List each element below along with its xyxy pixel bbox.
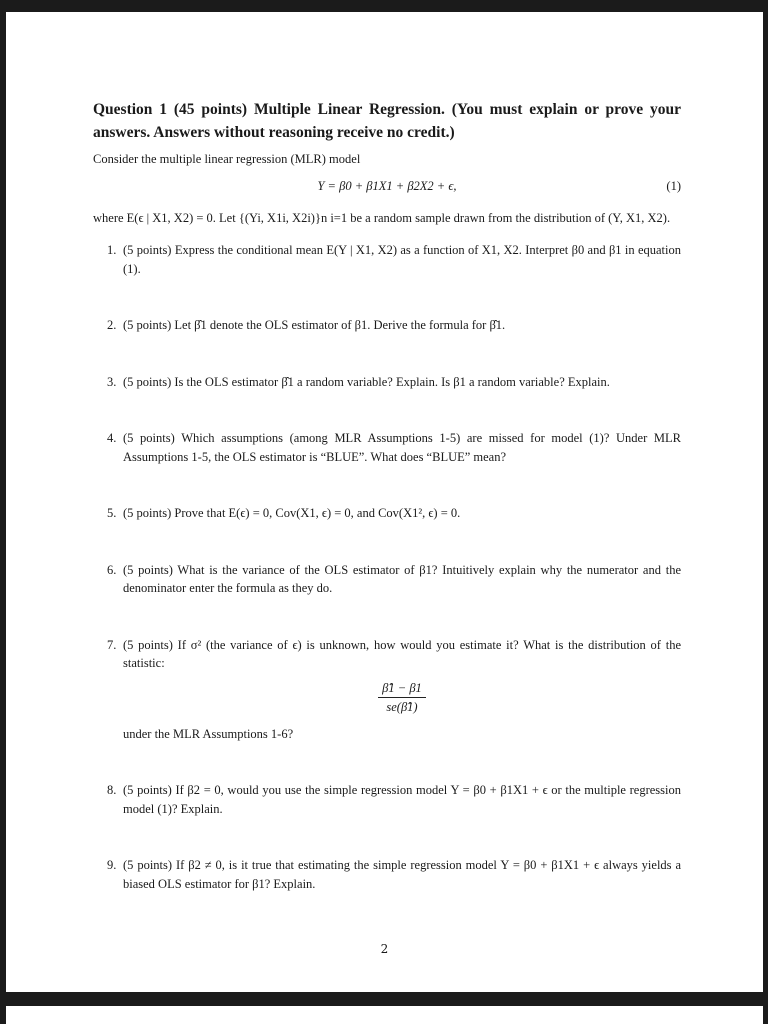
list-item: 7. (5 points) If σ² (the variance of ϵ) is unknown, how would you estimate it? What is the distribution of the statistic: $\frac{\betâ1 - \beta 1}{se(\betâ1)}$ under the MLR Assumptions 1-6? xyxy=(93,636,681,744)
fraction-numerator: β̂1 − β1 xyxy=(378,679,426,699)
equation-row xyxy=(93,179,681,201)
page-number: 2 xyxy=(380,942,389,956)
list-item: 3. (5 points) Is the OLS estimator β̂1 a random variable? Explain. Is β1 a random variable? Explain. xyxy=(107,374,610,389)
list-item: 8. (5 points) If β2 = 0, would you use the simple regression model Y = β0 + β1X1 + ϵ or the multiple regression model (1)? Explain. xyxy=(107,783,681,816)
list-item: 1. (5 points) Express the conditional mean E(Y | X1, X2) as a function of X1, X2. Interpret β0 and β1 in equation (1). xyxy=(107,243,681,276)
list-item: 5. (5 points) Prove that E(ϵ) = 0, Cov(X1, ϵ) = 0, and Cov(X1², ϵ) = 0. xyxy=(107,506,461,520)
equation-number: (1) xyxy=(666,179,681,193)
model-equation: Y = β0 + β1X1 + β2X2 + ϵ, xyxy=(317,179,457,193)
item-7-after-text: under the MLR Assumptions 1-6? xyxy=(123,726,294,741)
next-page-edge xyxy=(6,1006,763,1024)
intro-text: Consider the multiple linear regression (MLR) model xyxy=(93,152,361,166)
question-list xyxy=(93,241,681,893)
list-item: 9. (5 points) If β2 ≠ 0, is it true that estimating the simple regression model Y = β0 + β1X1 + ϵ always yields a biased OLS estimator for β1? Explain. xyxy=(107,858,681,891)
fraction-denominator: se(β̂1) xyxy=(386,700,418,714)
list-item: 6. (5 points) What is the variance of the OLS estimator of β1? Intuitively explain why the numerator and the denominator enter the formula as they do. xyxy=(107,562,681,595)
question-title: Question 1 (45 points) Multiple Linear Regression. (You must explain or prove your answers. Answers without reasoning receive no credit.) xyxy=(93,101,681,141)
statistic-fraction xyxy=(123,679,681,717)
document-page xyxy=(6,12,763,992)
list-item: 4. (5 points) Which assumptions (among MLR Assumptions 1-5) are missed for model (1)? Under MLR Assumptions 1-5, the OLS estimator is “BLUE”. What does “BLUE” mean? xyxy=(107,431,681,464)
question-content xyxy=(93,98,681,893)
list-item: 2. (5 points) Let β̂1 denote the OLS estimator of β1. Derive the formula for β̂1. xyxy=(107,318,506,332)
where-text: where E(ϵ | X1, X2) = 0. Let {(Yi, X1i, X2i)}n i=1 be a random sample drawn from the distribution of (Y, X1, X2). xyxy=(93,211,671,225)
